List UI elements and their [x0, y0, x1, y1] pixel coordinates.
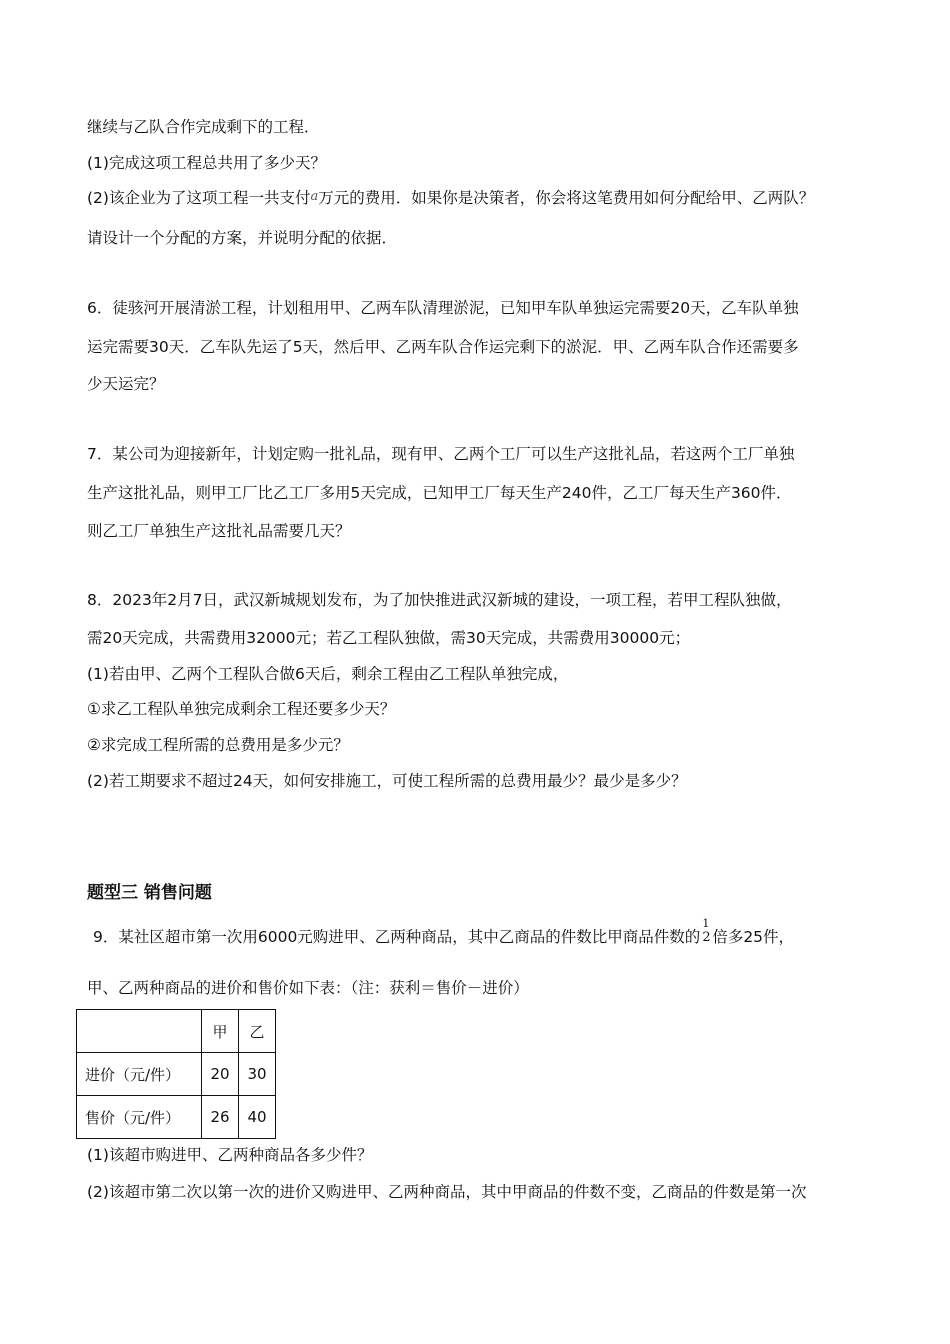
text: 甲、乙两种商品的进价和售价如下表：（注：获利＝售价－进价）	[87, 979, 529, 997]
fraction-one-half	[700, 916, 712, 948]
problem-6-line-3	[87, 374, 165, 394]
variable-a: a	[310, 189, 319, 204]
problem-8-line-2	[87, 628, 690, 648]
text: 9．某社区超市第一次用6000元购进甲、乙两种商品，其中乙商品的件数比甲商品件数的	[93, 928, 701, 946]
table-cell: 40	[239, 1096, 276, 1139]
table-header-row	[77, 1010, 276, 1053]
text: ②求完成工程所需的总费用是多少元？	[87, 736, 349, 754]
text: 倍多25件，	[712, 928, 795, 946]
text: 运完需要30天．乙车队先运了5天，然后甲、乙两车队合作运完剩下的淤泥．甲、乙两车队合作还需要多	[87, 338, 799, 356]
text: 继续与乙队合作完成剩下的工程．	[87, 118, 320, 136]
problem-9-line-1	[93, 916, 795, 948]
line-q2-cont	[87, 228, 397, 248]
text: 6．徒骇河开展清淤工程，计划租用甲、乙两车队清理淤泥，已知甲车队单独运完需要20天，乙车队单独	[87, 299, 799, 317]
table-cell: 26	[202, 1096, 239, 1139]
table-header-yi: 乙	[239, 1010, 276, 1053]
text: (1)完成这项工程总共用了多少天？	[87, 154, 326, 172]
text: ①求乙工程队单独完成剩余工程还要多少天？	[87, 700, 396, 718]
table-row	[77, 1096, 276, 1139]
problem-9-line-2	[87, 978, 529, 998]
problem-9-part-2	[87, 1182, 806, 1202]
table-cell: 20	[202, 1053, 239, 1096]
text: (2)该企业为了这项工程一共支付	[87, 189, 311, 207]
table-row	[77, 1053, 276, 1096]
price-table	[76, 1009, 276, 1139]
text: 少天运完？	[87, 375, 165, 393]
line-continue	[87, 117, 320, 137]
section-heading: 题型三 销售问题	[87, 883, 212, 903]
text: 万元的费用．如果你是决策者，你会将这笔费用如何分配给甲、乙两队？	[318, 189, 815, 207]
problem-7-line-1	[87, 444, 794, 464]
problem-8-sub-1	[87, 699, 395, 719]
problem-7-line-2	[87, 483, 792, 503]
table-cell: 30	[239, 1053, 276, 1096]
fraction-denominator: 2	[702, 929, 711, 945]
text: (2)该超市第二次以第一次的进价又购进甲、乙两种商品，其中甲商品的件数不变，乙商品的件数是第一次	[87, 1183, 807, 1201]
text: 生产这批礼品，则甲工厂比乙工厂多用5天完成，已知甲工厂每天生产240件，乙工厂每天生产360件．	[87, 484, 792, 502]
problem-9-part-1	[87, 1145, 372, 1165]
table-cell	[77, 1010, 202, 1053]
text: 请设计一个分配的方案，并说明分配的依据．	[87, 229, 398, 247]
fraction-numerator: 1	[702, 916, 710, 930]
table-cell: 售价（元/件）	[77, 1096, 202, 1139]
problem-6-line-1	[87, 298, 799, 318]
text: (1)该超市购进甲、乙两种商品各多少件？	[87, 1146, 373, 1164]
problem-7-line-3	[87, 521, 351, 541]
text: 7．某公司为迎接新年，计划定购一批礼品，现有甲、乙两个工厂可以生产这批礼品，若这两个工厂单独	[87, 445, 795, 463]
text: 需20天完成，共需费用32000元；若乙工程队独做，需30天完成，共需费用30000元；	[87, 629, 691, 647]
text: 则乙工厂单独生产这批礼品需要几天？	[87, 522, 351, 540]
problem-8-part-1	[87, 664, 568, 684]
line-q2	[87, 188, 814, 210]
table-header-jia: 甲	[202, 1010, 239, 1053]
problem-8-part-2	[87, 771, 687, 791]
text: (2)若工期要求不超过24天，如何安排施工，可使工程所需的总费用最少？最少是多少？	[87, 772, 687, 790]
line-q1	[87, 153, 326, 173]
problem-6-line-2	[87, 337, 799, 357]
text: (1)若由甲、乙两个工程队合做6天后，剩余工程由乙工程队单独完成，	[87, 665, 569, 683]
table-cell: 进价（元/件）	[77, 1053, 202, 1096]
problem-8-line-1	[87, 590, 792, 610]
problem-8-sub-2	[87, 735, 349, 755]
text: 8．2023年2月7日，武汉新城规划发布，为了加快推进武汉新城的建设，一项工程，若甲工程队独做，	[87, 591, 792, 609]
